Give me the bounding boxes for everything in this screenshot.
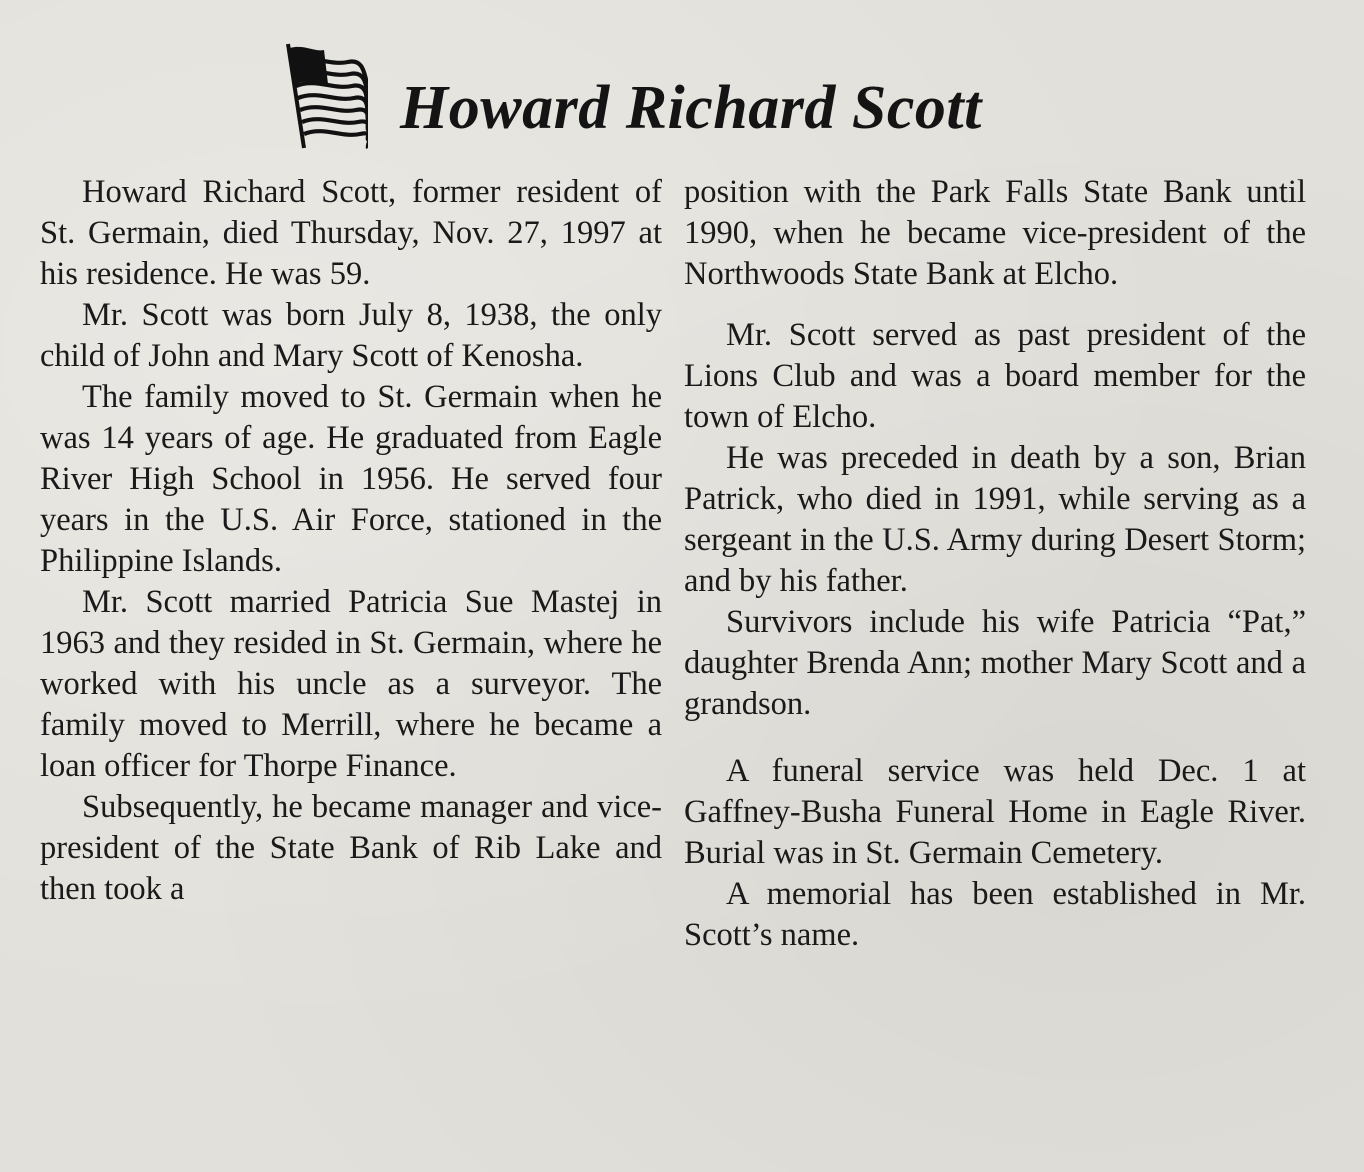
paragraph: Mr. Scott married Patricia Sue Mastej in 1963 and they resided in St. Germain, where he worked with his uncle as a surveyor. The family moved to Merrill, where he became a loan officer for Thorpe Finance. — [40, 584, 662, 784]
right-column — [684, 172, 1306, 956]
paragraph: position with the Park Falls State Bank until 1990, when he became vice-president of the Northwoods State Bank at Elcho. — [684, 174, 1306, 292]
paragraph: A memorial has been established in Mr. Scott’s name. — [684, 876, 1306, 953]
obituary-title: Howard Richard Scott — [400, 74, 982, 142]
paragraph: The family moved to St. Germain when he was 14 years of age. He graduated from Eagle River High School in 1956. He served four years in the U.S. Air Force, stationed in the Philippine Islands. — [40, 379, 662, 579]
paragraph: Howard Richard Scott, former resident of St. Germain, died Thursday, Nov. 27, 1997 at his residence. He was 59. — [40, 174, 662, 292]
left-column — [40, 172, 662, 910]
paragraph: He was preceded in death by a son, Brian Patrick, who died in 1991, while serving as a sergeant in the U.S. Army during Desert Storm; and by his father. — [684, 440, 1306, 599]
paragraph: Subsequently, he became manager and vice-president of the State Bank of Rib Lake and then took a — [40, 789, 662, 907]
paragraph: Mr. Scott was born July 8, 1938, the only child of John and Mary Scott of Kenosha. — [40, 297, 662, 374]
american-flag-icon — [278, 40, 368, 150]
headline-block — [270, 36, 1170, 156]
paragraph: A funeral service was held Dec. 1 at Gaffney-Busha Funeral Home in Eagle River. Burial was in St. Germain Cemetery. — [684, 753, 1306, 871]
paragraph: Mr. Scott served as past president of the Lions Club and was a board member for the town of Elcho. — [684, 317, 1306, 435]
paragraph: Survivors include his wife Patricia “Pat,” daughter Brenda Ann; mother Mary Scott and a grandson. — [684, 604, 1306, 722]
